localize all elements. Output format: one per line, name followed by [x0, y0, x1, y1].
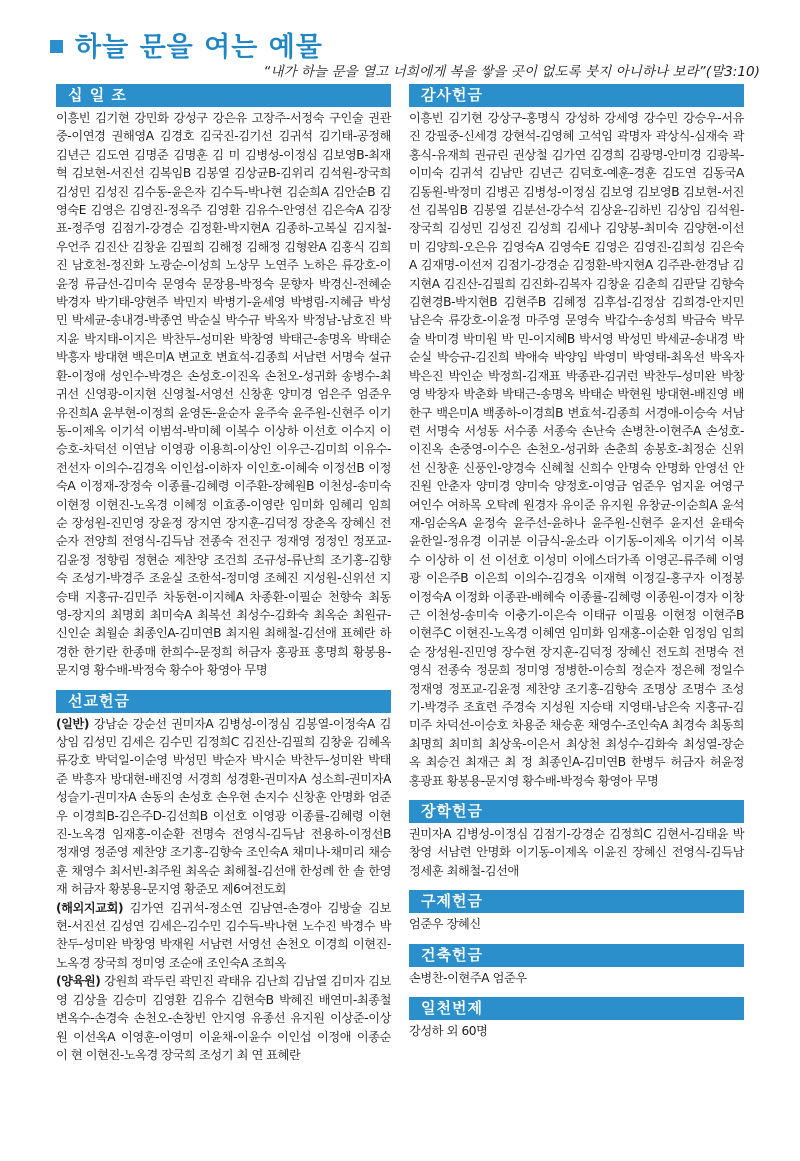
right-column: [409, 84, 744, 1040]
section-heading-thanks: 감사헌금: [409, 84, 744, 107]
page-title: 하늘 문을 여는 예물: [75, 31, 323, 63]
title-square-icon: [50, 40, 63, 53]
thanks-names: 이흥빈 김기현 강상구-홍명식 강성하 강세영 강수민 강승우-서유진 강필중-신세경 강현석-김영혜 고석임 곽명자 곽상식-심재숙 곽홍식-유재희 권규린 권상철 김가연 김경희 김광명-안미경 김광복-이미숙 김귀석 김남만 김년근 김덕호-예훈-경훈 김도연 김동국A 김동원-박정미 김병곤 김병성-이정심 김보영 김보영B 김보현-서진선 김복임B 김봉열 김분선-강수석 김상윤-김하빈 김상임 김석원-장국희 김성민 김성진 김성희 김세나 김양봉-최미숙 김양현-이선미 김양희-오은유 김영숙A 김영숙E 김영은 김영진-김희성 김은숙A 김재명-이선저 김점기-강경순 김정환-박지현A 김주관-한경남 김지현A 김진산-김필희 김진화-김복자 김창윤 김춘희 김판달 김향숙 김현경B-박지현B 김현주B 김혜정 김후섭-김정삼 김희경-안지민 남은숙 류강호-이윤정 마주영 문영숙 박갑수-송성희 박금숙 박무술 박미경 박미원 박 민-이지혜B 박서영 박성민 박세균-송내경 박순실 박승규-김진희 박애숙 박양임 박영미 박영태-최옥선 박옥자 박은진 박인순 박정희-김재표 박종관-김귀런 박찬두-성미완 박창영 박창자 박춘화 박태근-송명옥 박태순 박현원 방대현-배진영 배한구 백은미A 백종하-이경희B 변효석-김종희 서경애-이승숙 서남련 서명숙 서성동 서수종 서종숙 손난숙 손병찬-이현주A 손성호-이진옥 손중영-이수은 손천오-성귀화 손춘희 송봉호-최정순 신위선 신창훈 신풍인-양경숙 신혜철 신희수 안명숙 안명화 안영선 안진원 안춘자 양미경 양미숙 양정호-이영금 엄준우 엄지윤 여영구 여인수 여하목 오탁례 원경자 유이준 유지원 유창균-이순희A 윤석재-임순옥A 윤정숙 윤주선-윤하나 윤주원-신현주 윤지선 윤태숙 윤한일-정유경 이귀분 이금식-윤소라 이기동-이제옥 이기석 이복수 이상하 이 선 이선호 이성미 이에스더가족 이영곤-류주혜 이영광 이은주B 이은희 이의수-김경옥 이재혁 이정길-홍구자 이정봉 이정숙A 이정화 이종관-배혜숙 이종률-김혜령 이종원-이경자 이창근 이천성-송미숙 이충기-이은숙 이태규 이필용 이현정 이현주B 이현주C 이현진-노옥경 이혜연 임미화 임재홍-이순환 임정임 임희순 장성원-진민영 장수현 장지훈-김덕정 장혜신 전도희 전명숙 전영식 전종숙 정문희 정미영 정병한-이승희 정순자 정은혜 정일수 정재영 정포교-김윤정 제찬양 조기홍-김향숙 조명상 조명수 조성기-박경주 조효련 주경숙 지성원 지승태 지영태-남은숙 지홍규-김미주 차덕선-이승호 차용준 채승훈 채영수-조인숙A 최경숙 최동희 최명희 최미희 최상욱-이은서 최상천 최성수-김화숙 최성열-장순옥 최승건 최재근 최 정 최종인A-김미연B 한병두 허금자 허윤정 홍광표 황봉용-문지영 황수배-박정숙 황영아 무명: [409, 111, 744, 788]
mission-general: [56, 715, 391, 899]
mission-overseas-names: 김가연 김귀석-정소연 김남연-손경아 김방술 김보현-서진선 김성연 김세은-김수민 김수득-박나현 노수진 박경수 박찬두-성미완 박창영 박재원 서남련 서영선 손천오 이경희 이현진-노옥경 장국희 정미영 조순애 조인숙A 조희옥: [56, 900, 391, 970]
relief-names: 엄준우 장혜신: [409, 917, 481, 932]
mission-orphanage: [56, 972, 391, 1064]
section-heading-mission: 선교헌금: [56, 690, 391, 713]
section-heading-building: 건축헌금: [409, 944, 744, 967]
section-heading-tithe: 십 일 조: [56, 84, 391, 107]
section-heading-scholarship: 장학헌금: [409, 800, 744, 823]
page-header: [50, 26, 323, 62]
thousand-names: 강성하 외 60명: [409, 1024, 488, 1039]
scholarship-names: 권미자A 김병성-이정심 김점기-강경순 김정희C 김현서-김태윤 박창영 서남련 안명화 이기동-이제옥 이윤진 장혜신 전영식-김득남 정세훈 최해철-김선애: [409, 827, 744, 878]
verse-quote: “내가 하늘 문을 열고 너희에게 복을 쌓을 곳이 없도록 붓지 아니하나 보라”(말3:10): [263, 64, 760, 80]
section-heading-relief: 구제헌금: [409, 890, 744, 913]
mission-label-orphanage: (양육원): [56, 974, 101, 989]
left-column: [56, 84, 391, 1064]
mission-general-names: 강남순 강순선 권미자A 김병성-이정심 김봉열-이정숙A 김상임 김성민 김세은 김수민 김정희C 김진산-김필희 김창윤 김혜옥 류강호 박덕일-이순영 박성민 박순자 박시순 박찬두-성미완 박태준 박흥자 방대현-배진영 서경희 성경환-권미자A 성소희-권미자A 성슬기-권미자A 손동의 손성호 손우현 손지수 신창훈 안명화 엄준우 이경희B-김은주D-김선희B 이선호 이영광 이종률-김혜령 이현진-노옥경 임재홍-이순환 전명숙 전영식-김득남 전용하-이정선B 정재영 정준영 제찬양 조기홍-김향숙 조인숙A 채미나-채미리 채승훈 채영수 최서빈-최주원 최옥순 최해철-김선애 한성례 한 솔 한영재 허금자 황봉용-문지영 황준모 제6여전도회: [56, 716, 391, 897]
mission-overseas: [56, 899, 391, 973]
tithe-names: 이흥빈 김기현 강민화 강성구 강은유 고장주-서정숙 구인술 권관중-이연경 권해영A 김경호 김국진-김기선 김귀석 김기태-공정해 김년근 김도연 김명준 김명훈 김 미 김병성-이정심 김보영B-최재혁 김보현-서진선 김복임B 김봉열 김상균B-김위리 김석원-장국희 김성민 김성진 김수동-윤은자 김수득-박나현 김순희A 김안순B 김영숙E 김영은 김영진-정옥주 김영환 김유수-안영선 김은숙A 김장표-정주영 김점기-강경순 김정환-박지현A 김종하-고복실 김지철-우언주 김진산 김창윤 김필희 김해정 김해정 김형완A 김홍식 김희진 남호천-정진화 노광순-이성희 노상무 노연주 노하은 류강호-이윤정 류금선-김미숙 문영숙 문장용-박정숙 문향자 박경신-전혜순 박경자 박기태-양현주 박민지 박병기-윤세영 박병림-지혜금 박성민 박세균-송내경-박종연 박순실 박수규 박옥자 박정남-남호진 박지윤 박지태-이지은 박찬두-성미완 박창영 박태근-송명옥 박태순 박흥자 방대현 백은미A 변교호 변효석-김종희 서남련 서명숙 설규환-이정애 성인수-박경은 손성호-이진옥 손천오-성귀화 송병수-최귀선 신영광-이지현 신영철-서영선 신창훈 양미경 엄은주 엄준우 유진희A 윤부현-이정희 윤영돈-윤순자 윤주숙 윤주원-신현주 이기동-이제옥 이기석 이범석-박미혜 이복수 이상하 이선호 이수지 이승호-차덕선 이연남 이영광 이용희-이상인 이우근-김미희 이유수-전선자 이의수-김경옥 이인섭-이하자 이인호-이혜숙 이정선B 이정숙A 이정재-장정숙 이종률-김혜령 이주환-장혜원B 이천성-송미숙 이현정 이현진-노옥경 이혜정 이효종-이영란 임미화 임혜리 임희순 장성원-진민영 장윤정 장지연 장지훈-김덕정 장춘옥 장혜신 전순자 전양희 전영식-김득남 전종숙 전진구 정재영 정정인 정포교-김윤정 정향림 정현순 제찬양 조건희 조규성-류난희 조기홍-김향숙 조성기-박경주 조윤실 조한석-정미영 조혜진 지성원-신위선 지승태 지홍규-김민주 차동현-이지혜A 차종환-이필순 천향숙 최동영-장지의 최명회 최미숙A 최복선 최성수-김화숙 최옥순 최원규-신인순 최월순 최종인A-김미연B 최지원 최해철-김선애 표혜란 하경한 한기란 한종매 한희수-문정희 허금자 홍광표 홍명희 황봉용-문지영 황수배-박정숙 황수아 황영아 무명: [56, 111, 391, 678]
section-heading-thousand: 일천번제: [409, 997, 744, 1020]
building-names: 손병찬-이현주A 엄준우: [409, 970, 527, 985]
mission-names: [56, 713, 391, 1065]
mission-label-overseas: (해외지교회): [56, 900, 124, 915]
mission-label-general: (일반): [56, 716, 90, 731]
mission-orphanage-names: 강원희 곽두린 곽민진 곽태유 김난희 김남열 김미자 김보영 김상율 김승미 김영환 김유수 김현숙B 박혜진 배연미-최종철 변옥수-손경숙 손천오-손창빈 안지영 유종선 유지원 이상준-이상원 이선옥A 이영훈-이영미 이윤채-이윤수 이인섭 이정애 이종순 이 현 이현진-노옥경 장국희 조성기 최 연 표혜란: [56, 974, 391, 1062]
